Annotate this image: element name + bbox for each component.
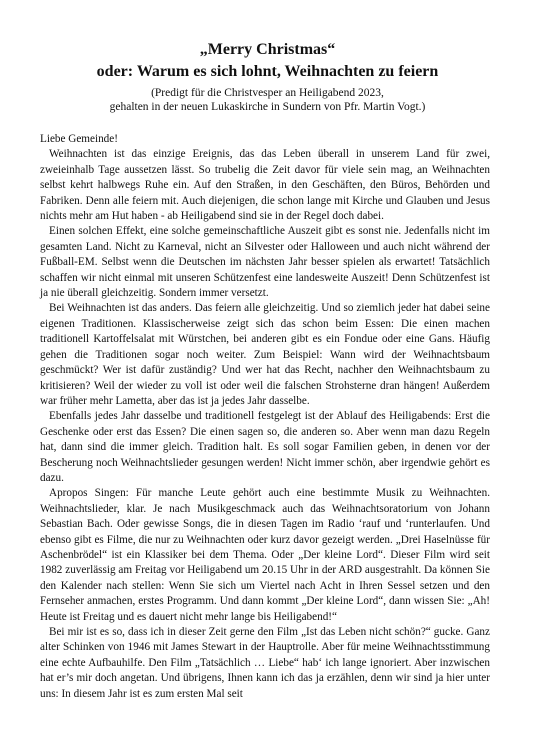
paragraph-4: Ebenfalls jedes Jahr dasselbe und traditionell festgelegt ist der Ablauf des Heiligabends: Erst die Geschenke oder erst das Essen? Die einen sagen so, die anderen so. Aber wenn man dazu Regeln hat, dann sind die immer gleich. Tradition halt. Es soll sogar Familien geben, in denen vor der Bescherung noch Weihnachtslieder gesungen werden! Nicht immer schön, aber irgendwie gehört es dazu. <box>40 410 490 484</box>
paragraph-6: Bei mir ist es so, dass ich in dieser Zeit gerne den Film „Ist das Leben nicht schön?“ gucke. Ganz alter Schinken von 1946 mit James Stewart in der Hauptrolle. Aber für meine Weihnachtsstimmung eine echte Aufbauhilfe. Den Film „Tatsächlich … Liebe“ hab‘ ich lange ignoriert. Aber inzwischen hat er’s mir doch angetan. Und übrigens, Ihnen kann ich das ja erzählen, denn wir sind ja hier unter uns: In diesem Jahr ist es zum ersten Mal seit <box>40 626 490 700</box>
paragraph-5: Apropos Singen: Für manche Leute gehört auch eine bestimmte Musik zu Weihnachten. Weihnachtslieder, klar. Je nach Musikgeschmack auch das Weihnachtsoratorium von Johann Sebastian Bach. Oder gewisse Songs, die in diesen Tagen im Radio ‘rauf und ‘runterlaufen. Und ebenso gibt es Filme, die nur zu Weihnachten oder kurz davor gezeigt werden. „Drei Haselnüsse für Aschenbrödel“ ist ein Klassiker bei dem Thema. Oder „Der kleine Lord“. Dieser Film wird seit 1982 zuverlässig am Freitag vor Heiligabend um 20.15 Uhr in der ARD ausgestrahlt. Da können Sie den Kalender nach stellen: Wenn Sie sich um Viertel nach Acht in Ihren Sessel setzen und den Fernseher anmachen, erstes Programm. Und dann kommt „Der kleine Lord“, dann wissen Sie: „Ah! Heute ist Freitag und es dauert nicht mehr lange bis Heiligabend!“ <box>40 487 490 623</box>
paragraph-3: Bei Weihnachten ist das anders. Das feiern alle gleichzeitig. Und so ziemlich jeder hat dabei seine eigenen Traditionen. Klassischerweise zeigt sich das schon beim Essen: Die einen machen traditionell Kartoffelsalat mit Würstchen, bei anderen gibt es ein Fondue oder eine Gans. Häufig gehen die Traditionen sogar noch weiter. Zum Beispiel: Wann wird der Weihnachtsbaum geschmückt? Wer ist dafür zuständig? Und wer hat das Recht, nachher den Weihnachtsbaum zu kritisieren? Weil der wieder zu voll ist oder weil die falschen Strohsterne dran hängen! Außerdem war früher mehr Lametta, aber das ist ja jedes Jahr dasselbe. <box>40 302 490 407</box>
sermon-title: „Merry Christmas“ <box>199 41 336 58</box>
greeting: Liebe Gemeinde! <box>40 133 118 145</box>
sermon-body <box>40 132 490 702</box>
sermon-subtitle-heading: oder: Warum es sich lohnt, Weihnachten zu feiern <box>96 63 439 80</box>
paragraph-2: Einen solchen Effekt, eine solche gemeinschaftliche Auszeit gibt es sonst nie. Jedenfalls nicht im gesamten Land. Nicht zu Karneval, nicht an Silvester oder Halloween und auch nicht während der Fußball-EM. Selbst wenn die Deutschen im nächsten Jahr besser spielen als erwartet! Tatsächlich schaffen wir nicht einmal mit unseren Schützenfest eine landesweite Auszeit! Denn Schützenfest ist ja nie überall gleichzeitig. Sondern immer versetzt. <box>40 225 490 300</box>
occasion-note: (Predigt für die Christvesper an Heiligabend 2023, <box>151 87 384 99</box>
paragraph-1: Weihnachten ist das einzige Ereignis, das das Leben überall in unserem Land für zwei, zweieinhalb Tage aussetzen lässt. So trubelig die Zeit davor für viele sein mag, an Weihnachten selbst kehrt halbwegs Ruhe ein. Auf den Straßen, in den Geschäften, den Büros, Behörden und Fabriken. Denn alle feiern mit. Auch diejenigen, die schon lange mit Kirche und Glauben und Jesus nichts mehr am Hut haben - ab Heiligabend sind sie in der Regel doch dabei. <box>40 148 490 223</box>
author-note: gehalten in der neuen Lukaskirche in Sundern von Pfr. Martin Vogt.) <box>109 101 426 113</box>
